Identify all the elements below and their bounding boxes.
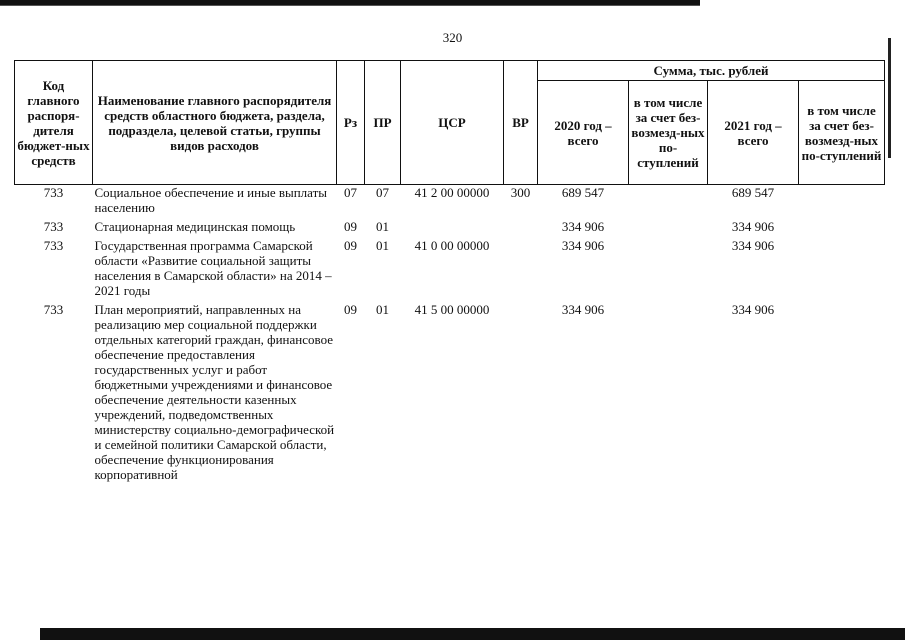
cell-2021-free: [799, 302, 885, 486]
header-sum: Сумма, тыс. рублей: [538, 61, 885, 81]
cell-csr: 41 5 00 00000: [414, 302, 490, 317]
cell-name: Стационарная медицинская помощь: [94, 219, 296, 234]
cell-vr: [504, 238, 538, 302]
cell-2021-free: [799, 185, 885, 220]
header-2021-free: в том числе за счет без-возмезд-ных по-ступлений: [799, 81, 885, 185]
cell-2021-total: 334 906: [731, 302, 775, 317]
table-body: [15, 185, 885, 487]
cell-name: Социальное обеспечение и иные выплаты населению: [94, 185, 328, 215]
cell-2021-total: 334 906: [731, 238, 775, 253]
header-csr: ЦСР: [401, 61, 504, 185]
cell-2020-total: 334 906: [561, 302, 605, 317]
scan-right-mark: [888, 38, 891, 158]
budget-table: [14, 60, 885, 486]
page-number: 320: [442, 30, 463, 45]
cell-vr: 300: [510, 185, 531, 200]
header-name: Наименование главного распорядителя средств областного бюджета, раздела, подраздела, целевой статьи, группы видов расходов: [93, 61, 337, 185]
cell-name: Государственная программа Самарской области «Развитие социальной защиты населения в Самарской области» на 2014 – 2021 годы: [94, 238, 332, 298]
cell-rz: 09: [344, 219, 357, 234]
cell-2020-total: 334 906: [561, 219, 605, 234]
cell-rz: 09: [344, 238, 357, 253]
cell-code: 733: [43, 302, 64, 317]
scan-top-border: [0, 0, 700, 10]
table-row: [15, 185, 885, 220]
cell-pr: 01: [376, 219, 389, 234]
cell-pr: 01: [376, 238, 389, 253]
cell-2020-total: 334 906: [561, 238, 605, 253]
table-header: [15, 61, 885, 185]
cell-csr: 41 2 00 00000: [414, 185, 490, 200]
header-rz: Рз: [337, 61, 365, 185]
table-row: [15, 238, 885, 302]
cell-2020-free: [629, 185, 708, 220]
cell-pr: 01: [376, 302, 389, 317]
header-code: Код главного распоря-дителя бюджет-ных средств: [15, 61, 93, 185]
header-2021-total: 2021 год – всего: [708, 81, 799, 185]
header-vr: ВР: [504, 61, 538, 185]
cell-code: 733: [43, 219, 64, 234]
cell-csr: 41 0 00 00000: [414, 238, 490, 253]
cell-code: 733: [43, 185, 64, 200]
header-2020-total: 2020 год – всего: [538, 81, 629, 185]
cell-2021-free: [799, 238, 885, 302]
scan-bottom-border: [40, 628, 905, 640]
cell-2020-free: [629, 302, 708, 486]
table-row: [15, 302, 885, 486]
cell-2021-total: 689 547: [731, 185, 775, 200]
header-2020-free: в том числе за счет без-возмезд-ных по-ступлений: [629, 81, 708, 185]
table-row: [15, 219, 885, 238]
cell-code: 733: [43, 238, 64, 253]
cell-rz: 07: [344, 185, 357, 200]
cell-pr: 07: [376, 185, 389, 200]
cell-vr: [504, 219, 538, 238]
cell-2020-total: 689 547: [561, 185, 605, 200]
cell-csr: [401, 219, 504, 238]
header-pr: ПР: [365, 61, 401, 185]
cell-2020-free: [629, 219, 708, 238]
cell-2020-free: [629, 238, 708, 302]
cell-vr: [504, 302, 538, 486]
cell-2021-free: [799, 219, 885, 238]
cell-rz: 09: [344, 302, 357, 317]
cell-name: План мероприятий, направленных на реализацию мер социальной поддержки отдельных категорий граждан, финансовое обеспечение предоставления государственных услуг и работ бюджетными учреждениями и финансовое обеспечение деятельности казенных учреждений, подведомственных министерству социально-демографической и семейной политики Самарской области, обеспечение функционирования корпоративной: [94, 302, 335, 482]
cell-2021-total: 334 906: [731, 219, 775, 234]
